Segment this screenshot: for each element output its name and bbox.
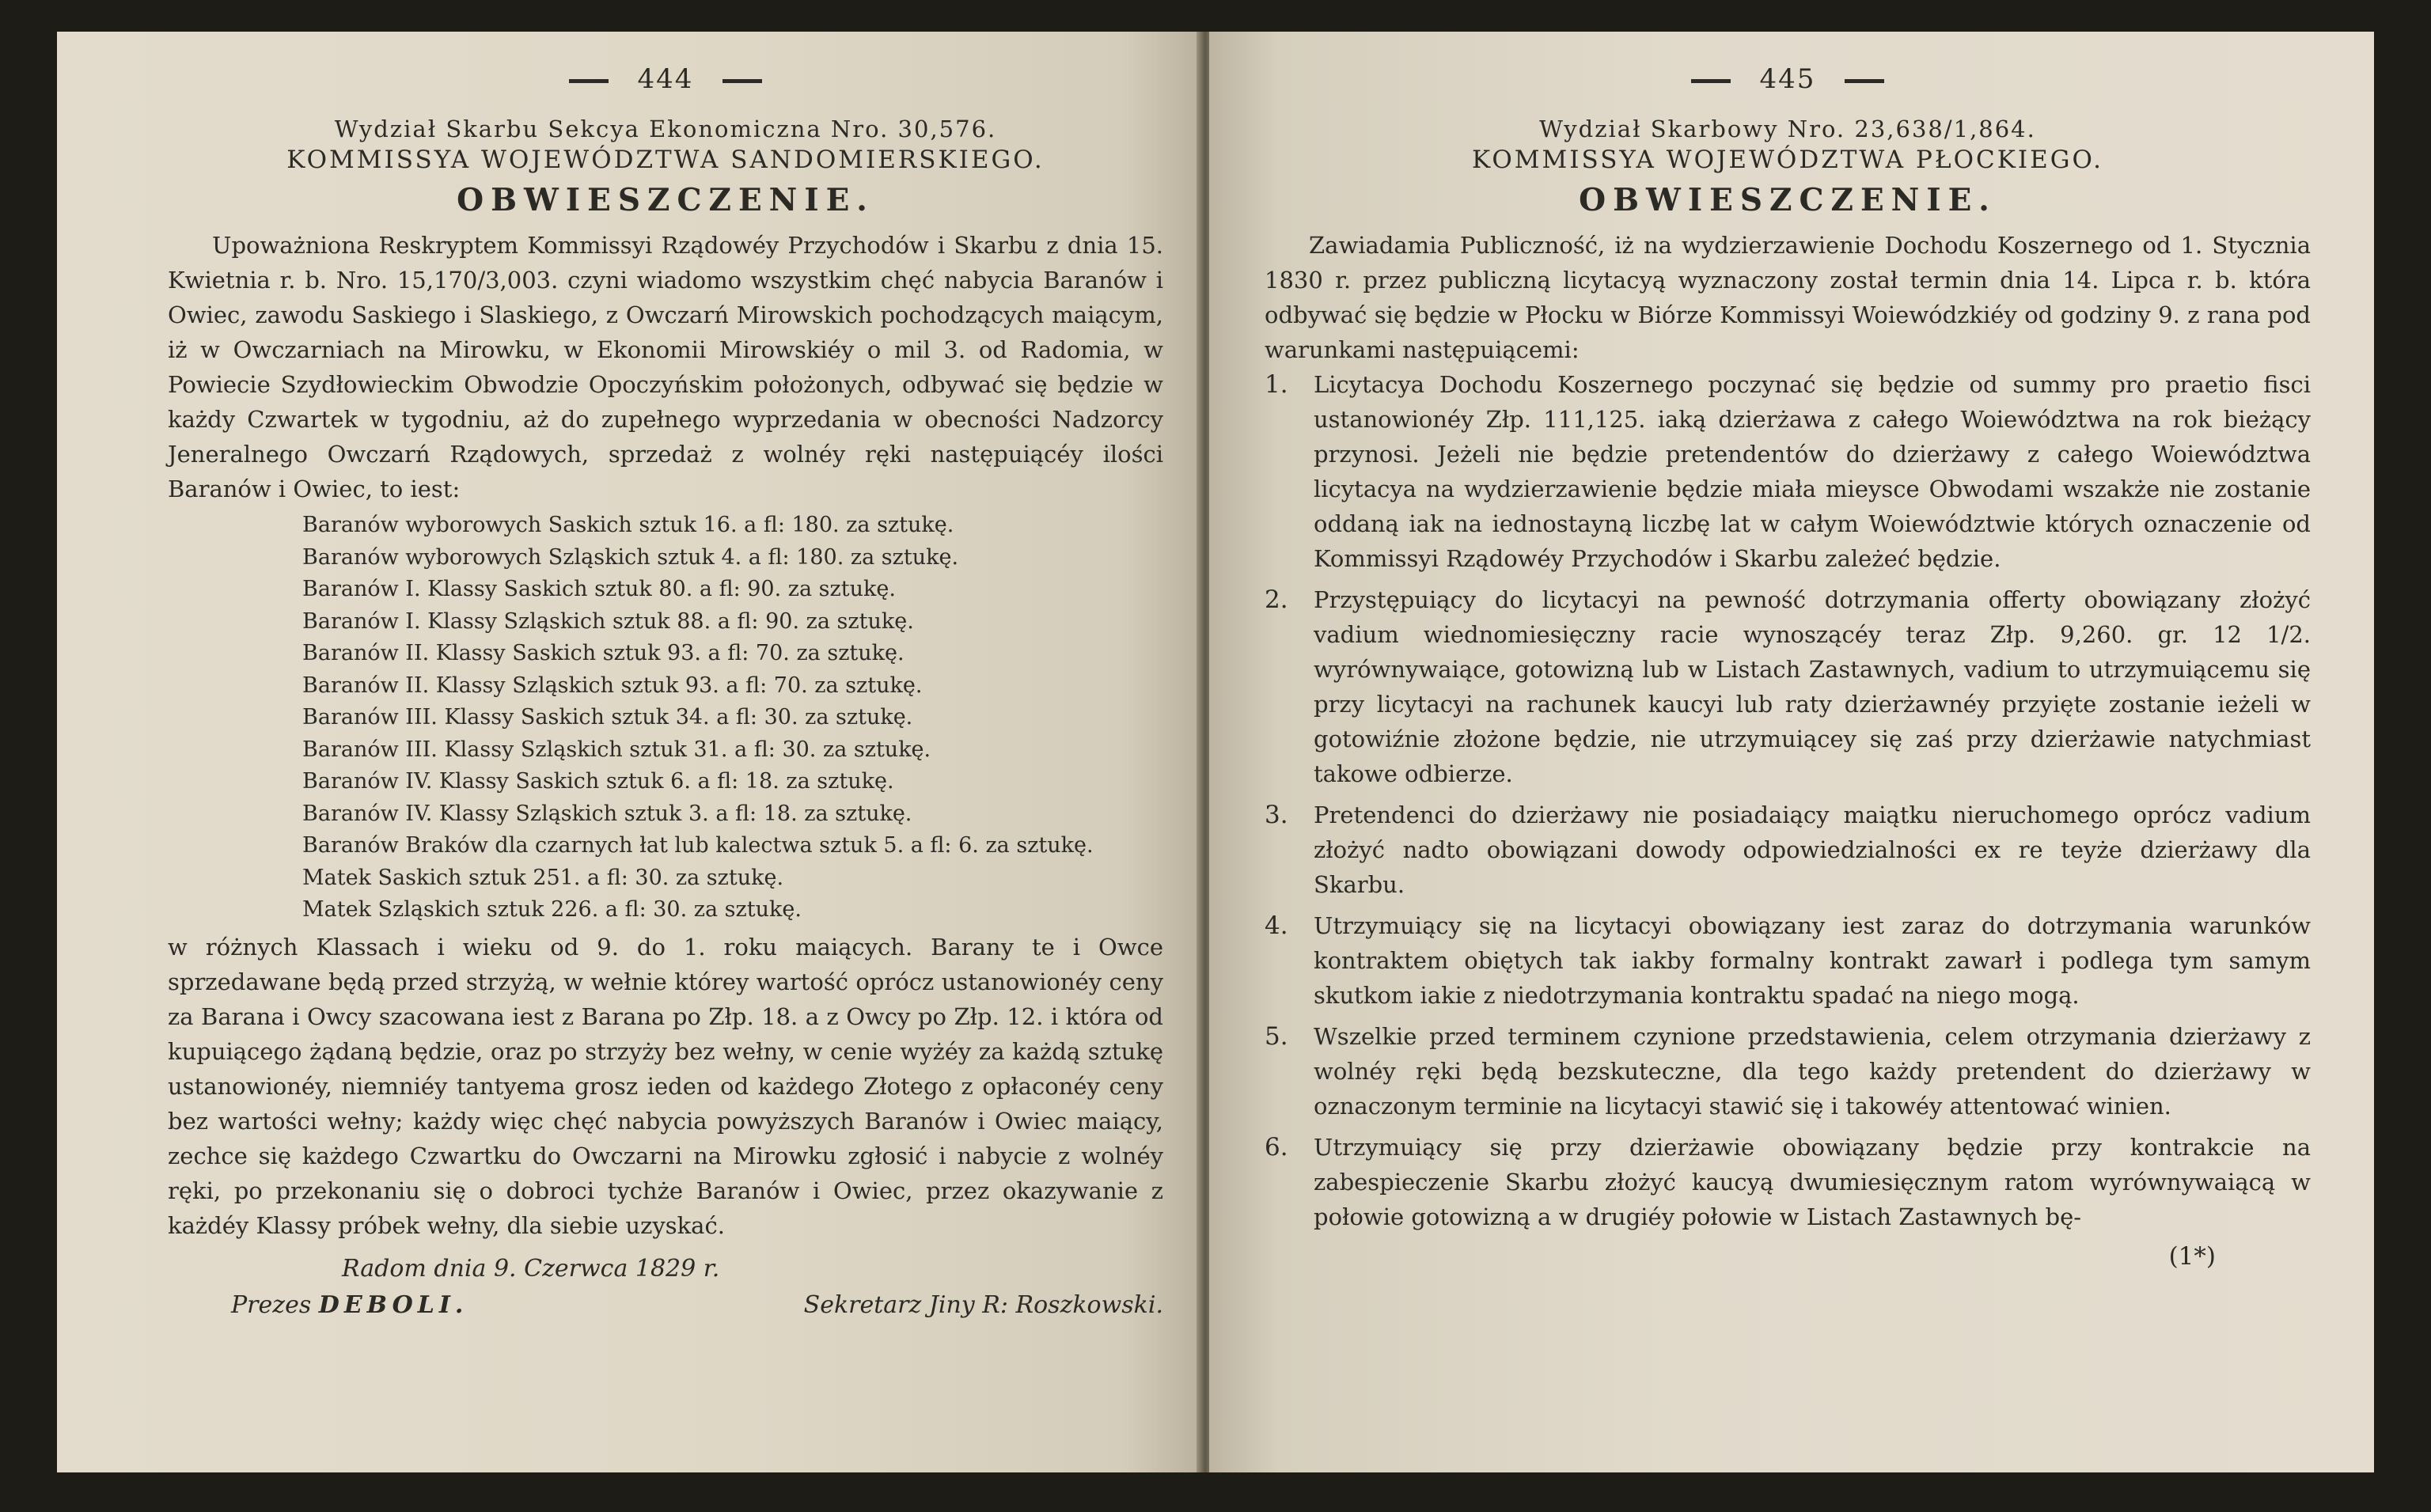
- left-date: Radom dnia 9. Czerwca 1829 r.: [342, 1254, 720, 1283]
- condition-text: Licytacya Dochodu Koszernego poczynać się będzie od summy pro praetio fisci ustanowionéy Złp. 111,125. iaką dzierżawa z całego Woiewództwa na rok bieżący przynosi. Jeżeli nie będzie pretendentów do dzierżawy z całego Woiewództwa licytacya na wydzierzawienie będzie miała mieysce Obwodami wszakże nie zostanie oddaną iak na iednostayną liczbę lat w całym Woiewództwie których oznaczenie od Kommissyi Rządowéy Przychodów i Skarbu zależeć będzie.: [1314, 371, 2311, 572]
- condition-text: Pretendenci do dzierżawy nie posiadaiący maiątku nieruchomego oprócz vadium złożyć nadto obowiązani dowody odpowiedzialności ex re teyże dzierżawy dla Skarbu.: [1314, 801, 2311, 898]
- right-title: OBWIESZCZENIE.: [1579, 182, 1997, 218]
- dash-icon: [1691, 79, 1731, 83]
- president-name: DEBOLI.: [318, 1290, 468, 1319]
- president-label: Prezes: [231, 1290, 312, 1319]
- condition-text: Wszelkie przed terminem czynione przedstawienia, celem otrzymania dzierżawy z wolnéy ręki będą bezskuteczne, dla tego każdy pretendent do dzierżawy w oznaczonym terminie na licytacyi stawić się i takowéy attentować winien.: [1314, 1023, 2311, 1120]
- left-commission: KOMMISSYA WOJEWÓDZTWA SANDOMIERSKIEGO.: [286, 146, 1045, 174]
- left-page-number-row: [168, 63, 1163, 103]
- condition-item: [1265, 1019, 2311, 1124]
- condition-item: [1265, 1130, 2311, 1234]
- right-department-line: Wydział Skarbowy Nro. 23,638/1,864.: [1539, 116, 2036, 142]
- secretary-signature: Sekretarz Jiny R: Roszkowski.: [803, 1290, 1163, 1319]
- list-item: Baranów III. Klassy Szląskich sztuk 31. a fl: 30. za sztukę.: [302, 737, 931, 762]
- dash-icon: [569, 79, 609, 83]
- condition-item: [1265, 798, 2311, 902]
- left-department-line: Wydział Skarbu Sekcya Ekonomiczna Nro. 30,576.: [334, 116, 997, 142]
- list-item: Baranów III. Klassy Saskich sztuk 34. a fl: 30. za sztukę.: [302, 705, 913, 729]
- condition-number: 1.: [1265, 370, 1288, 399]
- condition-text: Utrzymuiący się na licytacyi obowiązany iest zaraz do dotrzymania warunków kontraktem obiętych tak iakby formalny kontrakt zawarł i podlega tym samym skutkom iakie z niedotrzymania kontraktu spadać na niego mogą.: [1314, 912, 2311, 1009]
- left-closing: w różnych Klassach i wieku od 9. do 1. roku maiących. Barany te i Owce sprzedawane będą przed strzyżą, w wełnie którey wartość oprócz ustanowionéy ceny za Barana i Owcy szacowana iest z Barana po Złp. 18. a z Owcy po Złp. 12. i która od kupuiącego żądaną będzie, oraz po strzyży bez wełny, w cenie wyżéy za każdą sztukę ustanowionéy, niemniéy tantyema grosz ieden od każdego Złotego z opłaconéy ceny bez wartości wełny; każdy więc chęć nabycia powyższych Baranów i Owiec maiący, zechce się każdego Czwartku do Owczarni na Mirowku zgłosić i nabycie z wolnéy ręki, po przekonaniu się o dobroci tychże Baranów i Owiec, przez okazywanie z każdéy Klassy próbek wełny, dla siebie uzyskać.: [168, 933, 1163, 1239]
- sheet-signature-mark: (1*): [2168, 1242, 2216, 1271]
- list-item: Baranów Braków dla czarnych łat lub kalectwa sztuk 5. a fl: 6. za sztukę.: [302, 833, 1094, 858]
- right-page-number-row: [1265, 63, 2311, 103]
- left-title: OBWIESZCZENIE.: [457, 182, 874, 218]
- condition-item: [1265, 582, 2311, 791]
- condition-item: [1265, 367, 2311, 576]
- list-item: Matek Saskich sztuk 251. a fl: 30. za sztukę.: [302, 865, 784, 890]
- condition-number: 3.: [1265, 801, 1288, 829]
- left-intro: Upoważniona Reskryptem Kommissyi Rządowéy Przychodów i Skarbu z dnia 15. Kwietnia r. b. Nro. 15,170/3,003. czyni wiadomo wszystkim chęć nabycia Baranów i Owiec, zawodu Saskiego i Slaskiego, z Owczarń Mirowskich pochodzących maiącym, iż w Owczarniach na Mirowku, w Ekonomii Mirowskiéy o mil 3. od Radomia, w Powiecie Szydłowieckim Obwodzie Opoczyńskim położonych, odbywać się będzie w każdy Czwartek w tygodniu, aż do zupełnego wyprzedania w obecności Nadzorcy Jeneralnego Owczarń Rządowych, sprzedaż z wolnéy ręki następuiącéy ilości Baranów i Owiec, to iest:: [168, 232, 1163, 502]
- right-page: [1209, 32, 2374, 1472]
- list-item: Baranów wyborowych Szląskich sztuk 4. a fl: 180. za sztukę.: [302, 544, 959, 570]
- left-page: [57, 32, 1203, 1472]
- list-item: Baranów I. Klassy Szląskich sztuk 88. a fl: 90. za sztukę.: [302, 608, 914, 634]
- right-page-number: 445: [1759, 63, 1816, 95]
- list-item: Baranów IV. Klassy Saskich sztuk 6. a fl: 18. za sztukę.: [302, 769, 894, 794]
- condition-number: 5.: [1265, 1022, 1288, 1051]
- condition-text: Utrzymuiący się przy dzierżawie obowiązany będzie przy kontrakcie na zabespieczenie Skarbu złożyć kaucyą dwumiesięcznym ratom wyrównywaiącą w połowie gotowizną a w drugiéy połowie w Listach Zastawnych bę-: [1314, 1134, 2311, 1230]
- president-signature: [231, 1287, 468, 1324]
- condition-number: 6.: [1265, 1133, 1288, 1161]
- list-item: Baranów I. Klassy Saskich sztuk 80. a fl: 90. za sztukę.: [302, 577, 896, 601]
- list-item: Baranów II. Klassy Szląskich sztuk 93. a fl: 70. za sztukę.: [302, 673, 923, 698]
- list-item: Baranów IV. Klassy Szląskich sztuk 3. a fl: 18. za sztukę.: [302, 801, 912, 826]
- list-item: Matek Szląskich sztuk 226. a fl: 30. za sztukę.: [302, 897, 802, 922]
- dash-icon: [1845, 79, 1884, 83]
- condition-number: 4.: [1265, 911, 1288, 940]
- left-signatures: [168, 1287, 1163, 1324]
- left-page-number: 444: [637, 63, 694, 95]
- right-commission: KOMMISSYA WOJEWÓDZTWA PŁOCKIEGO.: [1472, 146, 2103, 174]
- condition-item: [1265, 908, 2311, 1013]
- list-item: Baranów wyborowych Saskich sztuk 16. a fl: 180. za sztukę.: [302, 513, 954, 537]
- condition-text: Przystępuiący do licytacyi na pewność dotrzymania offerty obowiązany złożyć vadium wiednomiesięczny racie wynoszącéy teraz Złp. 9,260. gr. 12 1/2. wyrównywaiące, gotowizną lub w Listach Zastawnych, vadium to utrzymuiącemu się przy licytacyi na rachunek kaucyi lub raty dzierżawnéy przyięte zostanie ieżeli w gotowiźnie złożone będzie, nie utrzymuiącey się zaś przy dzierżawie natychmiast takowe odbierze.: [1314, 586, 2311, 787]
- list-item: Baranów II. Klassy Saskich sztuk 93. a fl: 70. za sztukę.: [302, 641, 905, 665]
- left-sheep-list: [168, 510, 1163, 927]
- dash-icon: [722, 79, 762, 83]
- right-intro: Zawiadamia Publiczność, iż na wydzierzawienie Dochodu Koszernego od 1. Stycznia 1830 r. przez publiczną licytacyą wyznaczony został termin dnia 14. Lipca r. b. która odbywać się będzie w Płocku w Biórze Kommissyi Woiewódzkiéy od godziny 9. z rana pod warunkami następuiącemi:: [1265, 232, 2311, 363]
- condition-number: 2.: [1265, 585, 1288, 614]
